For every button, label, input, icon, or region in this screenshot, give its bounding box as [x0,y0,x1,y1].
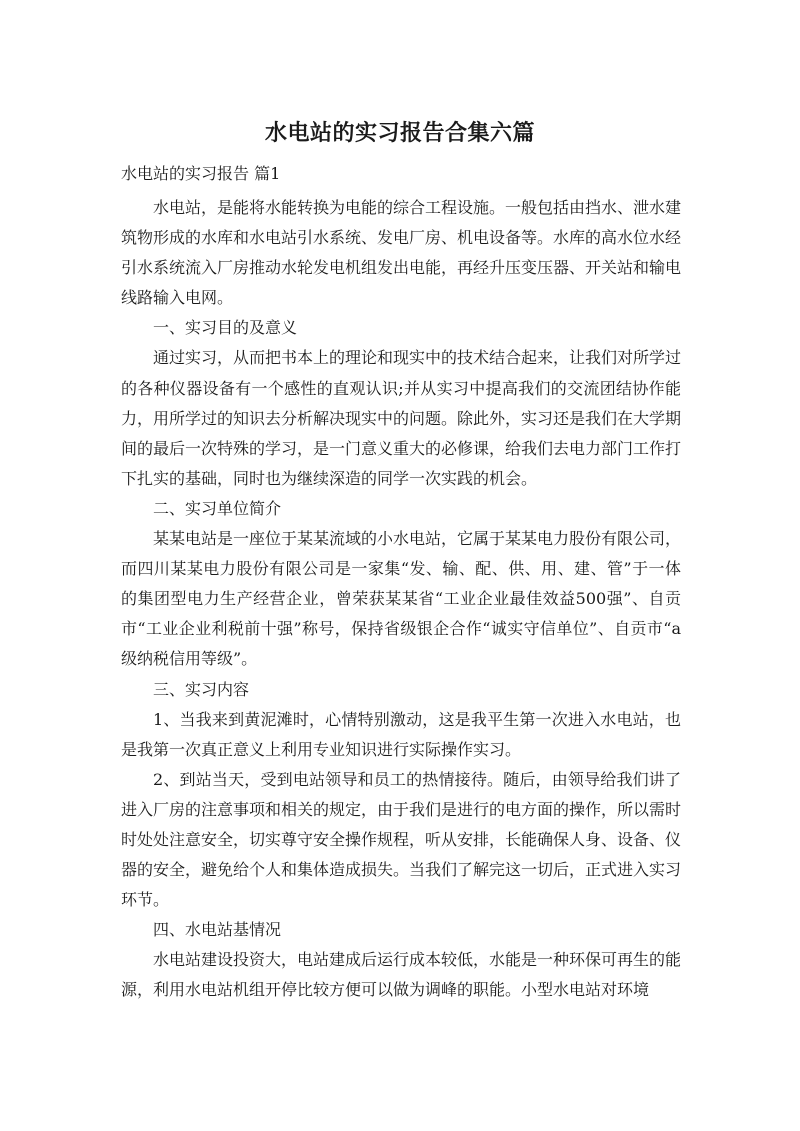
paragraph-content-1: 1、当我来到黄泥滩时，心情特别激动，这是我平生第一次进入水电站，也是我第一次真正意义上利用专业知识进行实际操作实习。 [121,709,681,759]
paragraph-intro: 水电站，是能将水能转换为电能的综合工程设施。一般包括由挡水、泄水建筑物形成的水库和水电站引水系统、发电厂房、机电设备等。水库的高水位水经引水系统流入厂房推动水轮发电机组发出电能，再经升压变压器、开关站和输电线路输入电网。 [121,198,682,308]
paragraph-purpose: 通过实习，从而把书本上的理论和现实中的技术结合起来，让我们对所学过的各种仪器设备有一个感性的直观认识;并从实习中提高我们的交流团结协作能力，用所学过的知识去分析解决现实中的问题。除此外，实习还是我们在大学期间的最后一次特殊的学习，是一门意义重大的必修课，给我们去电力部门工作打下扎实的基础，同时也为继续深造的同学一次实践的机会。 [121,348,682,488]
section-heading-station: 四、水电站基情况 [153,920,282,940]
document-body [121,193,681,1006]
section-heading-company: 二、实习单位简介 [153,498,282,518]
paragraph-station: 水电站建设投资大，电站建成后运行成本较低，水能是一种环保可再生的能源，利用水电站机组开停比较方便可以做为调峰的职能。小型水电站对环境 [121,950,682,1000]
section-heading-purpose: 一、实习目的及意义 [153,318,298,338]
document-title: 水电站的实习报告合集六篇 [264,121,535,146]
section-heading-content: 三、实习内容 [153,679,250,699]
paragraph-content-2: 2、到站当天，受到电站领导和员工的热情接待。随后，由领导给我们讲了进入厂房的注意事项和相关的规定，由于我们是进行的电方面的操作，所以需时时处处注意安全，切实尊守安全操作规程，听从安排，长能确保人身、设备、仪器的安全，避免给个人和集体造成损失。当我们了解完这一切后，正式进入实习环节。 [121,769,682,910]
document-subtitle: 水电站的实习报告 篇1 [121,164,281,183]
paragraph-company: 某某电站是一座位于某某流域的小水电站，它属于某某电力股份有限公司，而四川某某电力股份有限公司是一家集“发、输、配、供、用、建、管”于一体的集团型电力生产经营企业，曾荣获某某省“工业企业最佳效益500强”、自贡市“工业企业利税前十强”称号，保持省级银企合作“诚实守信单位”、自贡市“a级纳税信用等级”。 [121,529,682,669]
